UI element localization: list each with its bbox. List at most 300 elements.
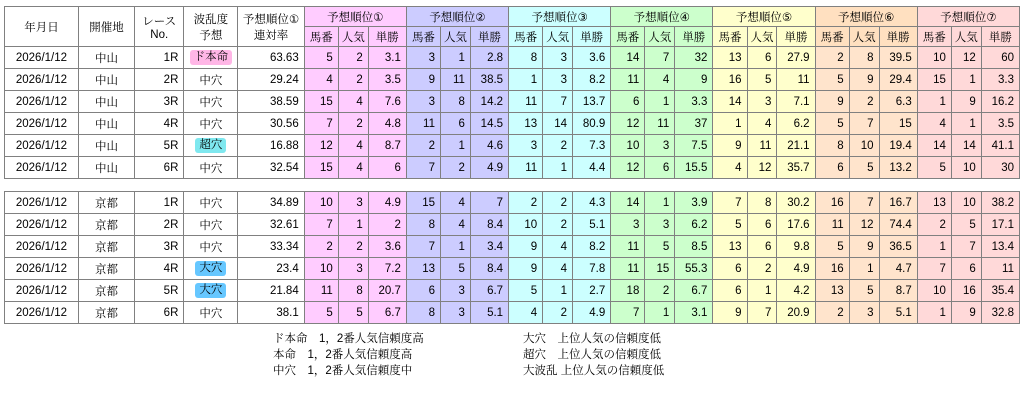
- cell-horse-no: 4: [713, 157, 747, 179]
- cell-horse-no: 5: [815, 236, 849, 258]
- cell-win-odds: 2.8: [470, 47, 508, 69]
- cell-popularity: 8: [747, 192, 777, 214]
- cell-win-odds: 2.7: [573, 280, 611, 302]
- cell-horse-no: 18: [611, 280, 645, 302]
- legend-right: 大穴 上位人気の信頼度低: [523, 333, 661, 345]
- cell-win-odds: 8.4: [470, 258, 508, 280]
- cell-popularity: 7: [747, 302, 777, 324]
- cell-popularity: 5: [441, 258, 471, 280]
- cell-date: 2026/1/12: [5, 214, 79, 236]
- cell-horse-no: 5: [713, 214, 747, 236]
- cell-win-odds: 13.4: [981, 236, 1019, 258]
- cell-place: 京都: [78, 192, 134, 214]
- cell-horse-no: 10: [917, 280, 951, 302]
- cell-win-odds: 7.6: [368, 91, 406, 113]
- sub-column-header: 単勝: [470, 27, 508, 47]
- cell-horse-no: 3: [406, 91, 440, 113]
- cell-horse-no: 8: [509, 47, 543, 69]
- cell-horse-no: 4: [917, 113, 951, 135]
- cell-volatility-forecast: 中穴: [184, 192, 238, 214]
- sub-column-header: 馬番: [406, 27, 440, 47]
- cell-popularity: 7: [951, 236, 981, 258]
- cell-horse-no: 7: [304, 214, 338, 236]
- cell-horse-no: 11: [611, 236, 645, 258]
- cell-popularity: 1: [645, 192, 675, 214]
- cell-horse-no: 11: [406, 113, 440, 135]
- cell-volatility-forecast: [184, 258, 238, 280]
- cell-popularity: 5: [849, 280, 879, 302]
- cell-win-odds: 17.6: [777, 214, 815, 236]
- column-header: 予想順位①: [304, 7, 406, 27]
- cell-win-odds: 7.2: [368, 258, 406, 280]
- cell-win-odds: 6.2: [675, 214, 713, 236]
- cell-popularity: 6: [951, 258, 981, 280]
- cell-win-odds: 35.4: [981, 280, 1019, 302]
- cell-horse-no: 16: [713, 69, 747, 91]
- cell-win-odds: 8.2: [573, 69, 611, 91]
- cell-race-no: 2R: [135, 214, 184, 236]
- cell-place: 京都: [78, 214, 134, 236]
- cell-race-no: 4R: [135, 113, 184, 135]
- cell-horse-no: 9: [509, 236, 543, 258]
- table-body: [5, 47, 1020, 324]
- cell-popularity: 14: [951, 135, 981, 157]
- cell-horse-no: 9: [713, 302, 747, 324]
- cell-popularity: 4: [645, 69, 675, 91]
- cell-popularity: 4: [543, 258, 573, 280]
- cell-popularity: 5: [951, 214, 981, 236]
- cell-volatility-forecast: [184, 135, 238, 157]
- cell-popularity: 3: [338, 258, 368, 280]
- cell-race-no: 6R: [135, 302, 184, 324]
- cell-win-odds: 13.7: [573, 91, 611, 113]
- cell-horse-no: 9: [509, 258, 543, 280]
- cell-horse-no: 3: [509, 135, 543, 157]
- cell-popularity: 15: [645, 258, 675, 280]
- cell-date: 2026/1/12: [5, 91, 79, 113]
- cell-popularity: 3: [543, 47, 573, 69]
- cell-win-odds: 3.4: [470, 236, 508, 258]
- cell-win-odds: 8.4: [470, 214, 508, 236]
- cell-horse-no: 5: [917, 157, 951, 179]
- cell-win-odds: 36.5: [879, 236, 917, 258]
- cell-popularity: 5: [338, 302, 368, 324]
- cell-rate: 33.34: [238, 236, 304, 258]
- cell-volatility-forecast: 中穴: [184, 69, 238, 91]
- cell-popularity: 2: [338, 47, 368, 69]
- cell-win-odds: 3.1: [675, 302, 713, 324]
- cell-popularity: 10: [849, 135, 879, 157]
- status-badge: 大穴: [195, 261, 226, 276]
- cell-popularity: 5: [849, 157, 879, 179]
- cell-win-odds: 8.2: [573, 236, 611, 258]
- column-header: 予想順位⑥: [815, 7, 917, 27]
- cell-popularity: 2: [338, 113, 368, 135]
- sub-column-header: 人気: [645, 27, 675, 47]
- legend-left: 本命 1，2番人気信頼度高: [273, 349, 413, 361]
- sub-column-header: 馬番: [304, 27, 338, 47]
- cell-horse-no: 12: [611, 113, 645, 135]
- cell-place: 京都: [78, 280, 134, 302]
- status-badge: 超穴: [195, 138, 226, 153]
- cell-win-odds: 41.1: [981, 135, 1019, 157]
- cell-popularity: 6: [747, 47, 777, 69]
- cell-win-odds: 35.7: [777, 157, 815, 179]
- cell-win-odds: 17.1: [981, 214, 1019, 236]
- column-header: 予想順位① 連対率: [238, 7, 304, 47]
- cell-popularity: 7: [543, 91, 573, 113]
- cell-date: 2026/1/12: [5, 69, 79, 91]
- cell-race-no: 2R: [135, 69, 184, 91]
- cell-popularity: 12: [951, 47, 981, 69]
- cell-popularity: 4: [441, 192, 471, 214]
- legend-row: [4, 347, 1020, 363]
- cell-volatility-forecast: [184, 280, 238, 302]
- race-prediction-table: [4, 6, 1020, 324]
- cell-horse-no: 1: [509, 69, 543, 91]
- table-row: [5, 236, 1020, 258]
- cell-horse-no: 6: [815, 157, 849, 179]
- cell-win-odds: 4.7: [879, 258, 917, 280]
- cell-popularity: 12: [747, 157, 777, 179]
- cell-win-odds: 39.5: [879, 47, 917, 69]
- cell-win-odds: 3.1: [368, 47, 406, 69]
- cell-popularity: 1: [951, 113, 981, 135]
- sub-column-header: 馬番: [815, 27, 849, 47]
- cell-place: 中山: [78, 69, 134, 91]
- cell-volatility-forecast: 中穴: [184, 214, 238, 236]
- cell-win-odds: 32: [675, 47, 713, 69]
- cell-rate: 38.59: [238, 91, 304, 113]
- column-header: 予想順位④: [611, 7, 713, 27]
- table-row: [5, 302, 1020, 324]
- cell-popularity: 6: [441, 113, 471, 135]
- cell-win-odds: 4.9: [777, 258, 815, 280]
- cell-horse-no: 14: [917, 135, 951, 157]
- cell-popularity: 9: [951, 91, 981, 113]
- cell-rate: 63.63: [238, 47, 304, 69]
- cell-horse-no: 11: [304, 280, 338, 302]
- cell-win-odds: 80.9: [573, 113, 611, 135]
- cell-win-odds: 60: [981, 47, 1019, 69]
- cell-horse-no: 2: [304, 236, 338, 258]
- cell-popularity: 1: [441, 47, 471, 69]
- cell-win-odds: 15: [879, 113, 917, 135]
- cell-popularity: 2: [849, 91, 879, 113]
- cell-horse-no: 1: [917, 236, 951, 258]
- cell-horse-no: 15: [406, 192, 440, 214]
- cell-place: 中山: [78, 91, 134, 113]
- sub-column-header: 人気: [747, 27, 777, 47]
- cell-popularity: 11: [747, 135, 777, 157]
- cell-horse-no: 5: [509, 280, 543, 302]
- cell-popularity: 1: [338, 214, 368, 236]
- cell-horse-no: 1: [917, 91, 951, 113]
- cell-popularity: 8: [849, 47, 879, 69]
- sub-column-header: 人気: [951, 27, 981, 47]
- cell-popularity: 8: [338, 280, 368, 302]
- column-header: 予想順位③: [509, 7, 611, 27]
- cell-horse-no: 10: [509, 214, 543, 236]
- cell-win-odds: 3.6: [368, 236, 406, 258]
- cell-volatility-forecast: 中穴: [184, 236, 238, 258]
- cell-win-odds: 2: [368, 214, 406, 236]
- cell-rate: 30.56: [238, 113, 304, 135]
- cell-popularity: 2: [543, 192, 573, 214]
- cell-horse-no: 11: [509, 91, 543, 113]
- cell-volatility-forecast: 中穴: [184, 302, 238, 324]
- sub-column-header: 人気: [338, 27, 368, 47]
- cell-race-no: 1R: [135, 192, 184, 214]
- cell-win-odds: 3.9: [675, 192, 713, 214]
- cell-place: 京都: [78, 302, 134, 324]
- column-header: 予想順位⑤: [713, 7, 815, 27]
- cell-win-odds: 37: [675, 113, 713, 135]
- cell-popularity: 4: [338, 91, 368, 113]
- cell-win-odds: 7.8: [573, 258, 611, 280]
- cell-rate: 32.61: [238, 214, 304, 236]
- cell-win-odds: 15.5: [675, 157, 713, 179]
- table-row: [5, 91, 1020, 113]
- table-row: [5, 192, 1020, 214]
- cell-date: 2026/1/12: [5, 157, 79, 179]
- cell-horse-no: 6: [611, 91, 645, 113]
- sub-column-header: 単勝: [879, 27, 917, 47]
- cell-popularity: 1: [441, 236, 471, 258]
- cell-popularity: 3: [543, 69, 573, 91]
- cell-race-no: 3R: [135, 91, 184, 113]
- column-header: 年月日: [5, 7, 79, 47]
- cell-win-odds: 4.9: [368, 192, 406, 214]
- cell-horse-no: 6: [406, 280, 440, 302]
- cell-popularity: 7: [849, 192, 879, 214]
- cell-horse-no: 10: [611, 135, 645, 157]
- cell-popularity: 4: [338, 135, 368, 157]
- cell-rate: 38.1: [238, 302, 304, 324]
- sub-column-header: 馬番: [917, 27, 951, 47]
- cell-place: 中山: [78, 157, 134, 179]
- column-header: 予想順位②: [406, 7, 508, 27]
- cell-horse-no: 6: [713, 258, 747, 280]
- cell-win-odds: 74.4: [879, 214, 917, 236]
- cell-rate: 23.4: [238, 258, 304, 280]
- sub-column-header: 単勝: [675, 27, 713, 47]
- cell-horse-no: 14: [611, 47, 645, 69]
- cell-horse-no: 2: [509, 192, 543, 214]
- cell-horse-no: 8: [406, 302, 440, 324]
- table-row: [5, 280, 1020, 302]
- cell-win-odds: 7.1: [777, 91, 815, 113]
- cell-rate: 16.88: [238, 135, 304, 157]
- cell-popularity: 7: [849, 113, 879, 135]
- cell-popularity: 11: [441, 69, 471, 91]
- cell-horse-no: 4: [304, 69, 338, 91]
- cell-horse-no: 2: [917, 214, 951, 236]
- cell-popularity: 5: [645, 236, 675, 258]
- cell-popularity: 2: [338, 69, 368, 91]
- cell-win-odds: 8.7: [368, 135, 406, 157]
- cell-horse-no: 11: [815, 214, 849, 236]
- cell-win-odds: 55.3: [675, 258, 713, 280]
- cell-horse-no: 7: [713, 192, 747, 214]
- cell-popularity: 2: [543, 302, 573, 324]
- cell-win-odds: 3.5: [368, 69, 406, 91]
- cell-win-odds: 5.1: [879, 302, 917, 324]
- cell-win-odds: 11: [777, 69, 815, 91]
- cell-win-odds: 5.1: [470, 302, 508, 324]
- cell-win-odds: 5.1: [573, 214, 611, 236]
- cell-popularity: 1: [849, 258, 879, 280]
- cell-win-odds: 3.3: [675, 91, 713, 113]
- cell-horse-no: 11: [509, 157, 543, 179]
- cell-win-odds: 30.2: [777, 192, 815, 214]
- cell-popularity: 2: [441, 157, 471, 179]
- cell-popularity: 1: [645, 302, 675, 324]
- cell-win-odds: 19.4: [879, 135, 917, 157]
- sub-column-header: 人気: [441, 27, 471, 47]
- cell-horse-no: 8: [406, 214, 440, 236]
- cell-win-odds: 6.2: [777, 113, 815, 135]
- cell-horse-no: 15: [917, 69, 951, 91]
- cell-horse-no: 7: [611, 302, 645, 324]
- cell-date: 2026/1/12: [5, 280, 79, 302]
- status-badge: ド本命: [190, 50, 233, 65]
- cell-place: 中山: [78, 47, 134, 69]
- cell-horse-no: 15: [304, 157, 338, 179]
- cell-win-odds: 14.5: [470, 113, 508, 135]
- cell-horse-no: 5: [304, 302, 338, 324]
- cell-date: 2026/1/12: [5, 236, 79, 258]
- cell-win-odds: 6.7: [675, 280, 713, 302]
- cell-win-odds: 32.8: [981, 302, 1019, 324]
- cell-win-odds: 7.5: [675, 135, 713, 157]
- cell-date: 2026/1/12: [5, 47, 79, 69]
- cell-win-odds: 16.7: [879, 192, 917, 214]
- cell-horse-no: 10: [304, 192, 338, 214]
- cell-horse-no: 16: [815, 192, 849, 214]
- cell-popularity: 5: [747, 69, 777, 91]
- cell-popularity: 14: [543, 113, 573, 135]
- cell-rate: 21.84: [238, 280, 304, 302]
- cell-horse-no: 16: [815, 258, 849, 280]
- status-badge: 大穴: [195, 283, 226, 298]
- cell-horse-no: 5: [815, 69, 849, 91]
- cell-win-odds: 20.7: [368, 280, 406, 302]
- legend-left: ド本命 1，2番人気信頼度高: [273, 333, 424, 345]
- cell-win-odds: 6.3: [879, 91, 917, 113]
- cell-horse-no: 5: [815, 113, 849, 135]
- cell-popularity: 4: [543, 236, 573, 258]
- sub-column-header: 馬番: [611, 27, 645, 47]
- cell-horse-no: 6: [713, 280, 747, 302]
- cell-rate: 34.89: [238, 192, 304, 214]
- cell-popularity: 12: [849, 214, 879, 236]
- cell-horse-no: 2: [815, 302, 849, 324]
- cell-place: 中山: [78, 113, 134, 135]
- cell-place: 京都: [78, 236, 134, 258]
- cell-popularity: 1: [543, 280, 573, 302]
- cell-win-odds: 3.6: [573, 47, 611, 69]
- cell-horse-no: 12: [611, 157, 645, 179]
- cell-win-odds: 3.3: [981, 69, 1019, 91]
- cell-horse-no: 13: [509, 113, 543, 135]
- cell-horse-no: 10: [917, 47, 951, 69]
- cell-volatility-forecast: 中穴: [184, 157, 238, 179]
- sub-column-header: 単勝: [368, 27, 406, 47]
- cell-horse-no: 2: [815, 47, 849, 69]
- cell-place: 京都: [78, 258, 134, 280]
- cell-place: 中山: [78, 135, 134, 157]
- cell-date: 2026/1/12: [5, 192, 79, 214]
- cell-horse-no: 13: [713, 236, 747, 258]
- cell-popularity: 2: [338, 236, 368, 258]
- sub-column-header: 単勝: [777, 27, 815, 47]
- cell-horse-no: 12: [304, 135, 338, 157]
- table-row: [5, 47, 1020, 69]
- cell-win-odds: 27.9: [777, 47, 815, 69]
- cell-horse-no: 7: [917, 258, 951, 280]
- legend-row: [4, 363, 1020, 379]
- cell-horse-no: 2: [406, 135, 440, 157]
- cell-popularity: 3: [441, 302, 471, 324]
- cell-win-odds: 9: [675, 69, 713, 91]
- cell-popularity: 4: [441, 214, 471, 236]
- cell-popularity: 3: [645, 214, 675, 236]
- cell-horse-no: 11: [611, 258, 645, 280]
- cell-popularity: 9: [849, 69, 879, 91]
- cell-popularity: 1: [747, 280, 777, 302]
- table-row: [5, 214, 1020, 236]
- cell-date: 2026/1/12: [5, 258, 79, 280]
- cell-popularity: 11: [645, 113, 675, 135]
- cell-popularity: 2: [543, 135, 573, 157]
- cell-horse-no: 4: [509, 302, 543, 324]
- cell-win-odds: 6.7: [368, 302, 406, 324]
- cell-popularity: 1: [543, 157, 573, 179]
- table-row: [5, 258, 1020, 280]
- column-header: レース No.: [135, 7, 184, 47]
- cell-horse-no: 11: [611, 69, 645, 91]
- cell-race-no: 1R: [135, 47, 184, 69]
- cell-win-odds: 4.9: [573, 302, 611, 324]
- cell-win-odds: 4.3: [573, 192, 611, 214]
- cell-win-odds: 3.5: [981, 113, 1019, 135]
- cell-popularity: 3: [645, 135, 675, 157]
- cell-horse-no: 7: [304, 113, 338, 135]
- cell-win-odds: 4.9: [470, 157, 508, 179]
- cell-popularity: 1: [441, 135, 471, 157]
- group-spacer: [5, 179, 1020, 192]
- cell-horse-no: 15: [304, 91, 338, 113]
- sub-column-header: 馬番: [713, 27, 747, 47]
- cell-popularity: 6: [747, 214, 777, 236]
- table-row: [5, 113, 1020, 135]
- cell-popularity: 2: [543, 214, 573, 236]
- cell-horse-no: 14: [713, 91, 747, 113]
- cell-popularity: 3: [338, 192, 368, 214]
- cell-horse-no: 10: [304, 258, 338, 280]
- cell-win-odds: 4.2: [777, 280, 815, 302]
- cell-horse-no: 8: [815, 135, 849, 157]
- cell-horse-no: 9: [815, 91, 849, 113]
- table-row: [5, 157, 1020, 179]
- cell-win-odds: 8.7: [879, 280, 917, 302]
- column-header: 予想順位⑦: [917, 7, 1019, 27]
- cell-horse-no: 1: [917, 302, 951, 324]
- cell-volatility-forecast: 中穴: [184, 91, 238, 113]
- sub-column-header: 人気: [543, 27, 573, 47]
- cell-win-odds: 4.4: [573, 157, 611, 179]
